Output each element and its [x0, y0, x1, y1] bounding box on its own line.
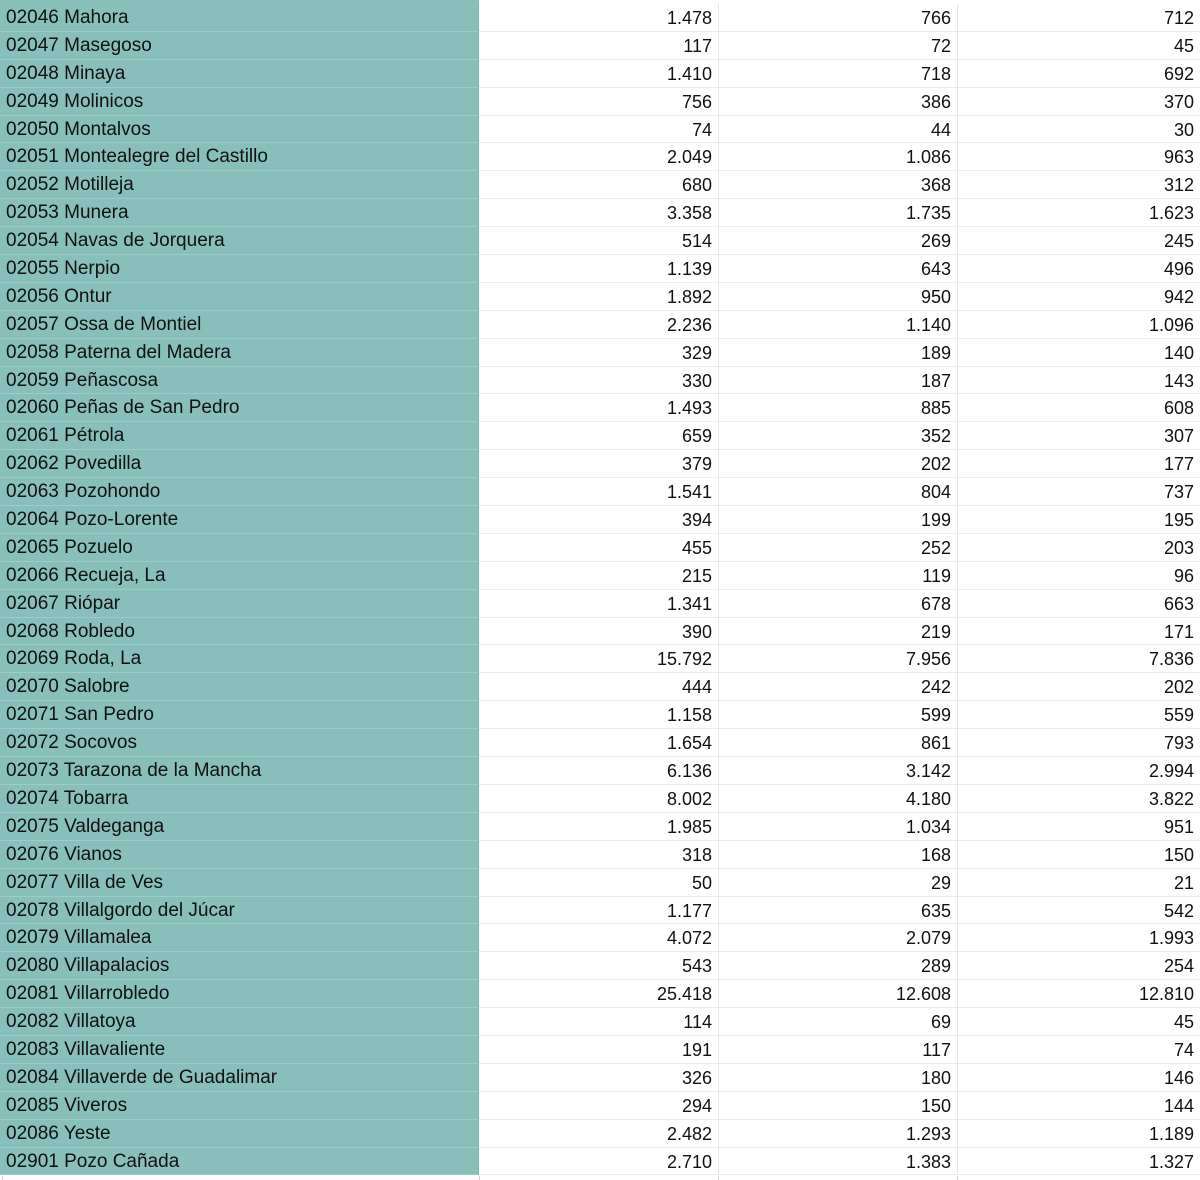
women-cell[interactable]: 559	[958, 701, 1200, 729]
table-row	[0, 952, 1200, 980]
men-cell[interactable]: 269	[719, 227, 958, 255]
women-cell[interactable]: 7.836	[958, 645, 1200, 673]
tick	[957, 1176, 958, 1180]
municipality-cell[interactable]: 02078 Villalgordo del Júcar	[0, 897, 479, 925]
total-cell[interactable]: 394	[479, 506, 719, 534]
municipality-cell[interactable]: 02081 Villarrobledo	[0, 980, 479, 1008]
table-row	[0, 255, 1200, 283]
men-cell[interactable]: 804	[719, 478, 958, 506]
women-cell[interactable]: 96	[958, 562, 1200, 590]
table-row	[0, 1148, 1200, 1176]
men-cell[interactable]: 950	[719, 283, 958, 311]
total-cell[interactable]: 330	[479, 367, 719, 395]
total-cell[interactable]: 1.541	[479, 478, 719, 506]
municipality-cell[interactable]: 02085 Viveros	[0, 1092, 479, 1120]
men-cell[interactable]: 1.140	[719, 311, 958, 339]
women-cell[interactable]: 140	[958, 339, 1200, 367]
women-cell[interactable]: 45	[958, 1008, 1200, 1036]
total-cell[interactable]: 2.236	[479, 311, 719, 339]
table-row	[0, 367, 1200, 395]
men-cell[interactable]: 7.956	[719, 645, 958, 673]
women-cell[interactable]: 496	[958, 255, 1200, 283]
women-cell[interactable]: 12.810	[958, 980, 1200, 1008]
table-row	[0, 394, 1200, 422]
women-cell[interactable]: 663	[958, 590, 1200, 618]
women-cell[interactable]: 963	[958, 143, 1200, 171]
men-cell[interactable]: 635	[719, 897, 958, 925]
total-cell[interactable]: 455	[479, 534, 719, 562]
total-cell[interactable]: 1.493	[479, 394, 719, 422]
women-cell[interactable]: 202	[958, 673, 1200, 701]
women-cell[interactable]: 254	[958, 952, 1200, 980]
women-cell[interactable]: 74	[958, 1036, 1200, 1064]
table-body	[0, 4, 1200, 1175]
municipality-cell[interactable]: 02057 Ossa de Montiel	[0, 311, 479, 339]
men-cell[interactable]: 1.293	[719, 1120, 958, 1148]
table-row	[0, 478, 1200, 506]
table-row	[0, 1036, 1200, 1064]
total-cell[interactable]: 191	[479, 1036, 719, 1064]
municipality-cell[interactable]: 02048 Minaya	[0, 60, 479, 88]
table-row	[0, 1120, 1200, 1148]
men-cell[interactable]: 12.608	[719, 980, 958, 1008]
women-cell[interactable]: 144	[958, 1092, 1200, 1120]
table-row	[0, 339, 1200, 367]
men-cell[interactable]: 678	[719, 590, 958, 618]
total-cell[interactable]: 514	[479, 227, 719, 255]
tick	[2, 1176, 3, 1180]
women-cell[interactable]: 942	[958, 283, 1200, 311]
table-row	[0, 924, 1200, 952]
tick	[479, 1176, 480, 1180]
table-row	[0, 60, 1200, 88]
municipality-cell[interactable]: 02070 Salobre	[0, 673, 479, 701]
table-row	[0, 701, 1200, 729]
women-cell[interactable]: 21	[958, 869, 1200, 897]
table-row	[0, 506, 1200, 534]
municipality-cell[interactable]: 02066 Recueja, La	[0, 562, 479, 590]
men-cell[interactable]: 252	[719, 534, 958, 562]
total-cell[interactable]: 1.158	[479, 701, 719, 729]
total-cell[interactable]: 2.049	[479, 143, 719, 171]
municipality-cell[interactable]: 02080 Villapalacios	[0, 952, 479, 980]
women-cell[interactable]: 542	[958, 897, 1200, 925]
total-cell[interactable]: 1.985	[479, 813, 719, 841]
women-cell[interactable]: 793	[958, 729, 1200, 757]
men-cell[interactable]: 44	[719, 116, 958, 144]
women-cell[interactable]: 1.623	[958, 199, 1200, 227]
total-cell[interactable]: 756	[479, 88, 719, 116]
men-cell[interactable]: 202	[719, 450, 958, 478]
men-cell[interactable]: 289	[719, 952, 958, 980]
total-cell[interactable]: 390	[479, 618, 719, 646]
women-cell[interactable]: 1.189	[958, 1120, 1200, 1148]
municipality-cell[interactable]: 02061 Pétrola	[0, 422, 479, 450]
table-row	[0, 422, 1200, 450]
men-cell[interactable]: 885	[719, 394, 958, 422]
women-cell[interactable]: 146	[958, 1064, 1200, 1092]
municipality-cell[interactable]: 02901 Pozo Cañada	[0, 1148, 479, 1176]
table-row	[0, 4, 1200, 32]
municipality-cell[interactable]: 02052 Motilleja	[0, 171, 479, 199]
total-cell[interactable]: 15.792	[479, 645, 719, 673]
men-cell[interactable]: 219	[719, 618, 958, 646]
women-cell[interactable]: 171	[958, 618, 1200, 646]
men-cell[interactable]: 119	[719, 562, 958, 590]
women-cell[interactable]: 312	[958, 171, 1200, 199]
total-cell[interactable]: 117	[479, 32, 719, 60]
women-cell[interactable]: 177	[958, 450, 1200, 478]
municipality-cell[interactable]: 02084 Villaverde de Guadalimar	[0, 1064, 479, 1092]
municipality-cell[interactable]: 02072 Socovos	[0, 729, 479, 757]
women-cell[interactable]: 692	[958, 60, 1200, 88]
table-row	[0, 897, 1200, 925]
total-cell[interactable]: 2.482	[479, 1120, 719, 1148]
table-row	[0, 143, 1200, 171]
total-cell[interactable]: 6.136	[479, 757, 719, 785]
women-cell[interactable]: 1.993	[958, 924, 1200, 952]
men-cell[interactable]: 718	[719, 60, 958, 88]
municipality-cell[interactable]: 02076 Vianos	[0, 841, 479, 869]
total-cell[interactable]: 329	[479, 339, 719, 367]
municipality-cell[interactable]: 02055 Nerpio	[0, 255, 479, 283]
total-cell[interactable]: 318	[479, 841, 719, 869]
men-cell[interactable]: 643	[719, 255, 958, 283]
table-row	[0, 673, 1200, 701]
women-cell[interactable]: 712	[958, 4, 1200, 32]
men-cell[interactable]: 180	[719, 1064, 958, 1092]
municipality-cell[interactable]: 02074 Tobarra	[0, 785, 479, 813]
municipality-cell[interactable]: 02050 Montalvos	[0, 116, 479, 144]
table-row	[0, 534, 1200, 562]
women-cell[interactable]: 370	[958, 88, 1200, 116]
total-cell[interactable]: 1.139	[479, 255, 719, 283]
women-cell[interactable]: 150	[958, 841, 1200, 869]
table-row	[0, 618, 1200, 646]
men-cell[interactable]: 2.079	[719, 924, 958, 952]
women-cell[interactable]: 1.327	[958, 1148, 1200, 1176]
men-cell[interactable]: 861	[719, 729, 958, 757]
municipality-cell[interactable]: 02056 Ontur	[0, 283, 479, 311]
municipality-cell[interactable]: 02083 Villavaliente	[0, 1036, 479, 1064]
total-cell[interactable]: 543	[479, 952, 719, 980]
total-cell[interactable]: 1.177	[479, 897, 719, 925]
women-cell[interactable]: 30	[958, 116, 1200, 144]
table-row	[0, 283, 1200, 311]
municipality-cell[interactable]: 02054 Navas de Jorquera	[0, 227, 479, 255]
table-row	[0, 785, 1200, 813]
table-row	[0, 1064, 1200, 1092]
municipality-cell[interactable]: 02086 Yeste	[0, 1120, 479, 1148]
men-cell[interactable]: 29	[719, 869, 958, 897]
municipality-cell[interactable]: 02068 Robledo	[0, 618, 479, 646]
women-cell[interactable]: 3.822	[958, 785, 1200, 813]
municipality-cell[interactable]: 02060 Peñas de San Pedro	[0, 394, 479, 422]
women-cell[interactable]: 307	[958, 422, 1200, 450]
municipality-cell[interactable]: 02062 Povedilla	[0, 450, 479, 478]
men-cell[interactable]: 4.180	[719, 785, 958, 813]
table-row	[0, 562, 1200, 590]
total-cell[interactable]: 215	[479, 562, 719, 590]
men-cell[interactable]: 1.383	[719, 1148, 958, 1176]
men-cell[interactable]: 1.735	[719, 199, 958, 227]
total-cell[interactable]: 8.002	[479, 785, 719, 813]
men-cell[interactable]: 168	[719, 841, 958, 869]
men-cell[interactable]: 150	[719, 1092, 958, 1120]
total-cell[interactable]: 1.654	[479, 729, 719, 757]
women-cell[interactable]: 203	[958, 534, 1200, 562]
women-cell[interactable]: 951	[958, 813, 1200, 841]
municipality-cell[interactable]: 02051 Montealegre del Castillo	[0, 143, 479, 171]
total-cell[interactable]: 680	[479, 171, 719, 199]
table-row	[0, 311, 1200, 339]
women-cell[interactable]: 195	[958, 506, 1200, 534]
tick	[718, 1176, 719, 1180]
men-cell[interactable]: 3.142	[719, 757, 958, 785]
total-cell[interactable]: 4.072	[479, 924, 719, 952]
municipality-cell[interactable]: 02053 Munera	[0, 199, 479, 227]
total-cell[interactable]: 2.710	[479, 1148, 719, 1176]
table-row	[0, 757, 1200, 785]
table-row	[0, 645, 1200, 673]
municipality-cell[interactable]: 02058 Paterna del Madera	[0, 339, 479, 367]
women-cell[interactable]: 608	[958, 394, 1200, 422]
men-cell[interactable]: 187	[719, 367, 958, 395]
municipality-cell[interactable]: 02073 Tarazona de la Mancha	[0, 757, 479, 785]
women-cell[interactable]: 1.096	[958, 311, 1200, 339]
men-cell[interactable]: 72	[719, 32, 958, 60]
municipality-cell[interactable]: 02079 Villamalea	[0, 924, 479, 952]
table-row	[0, 116, 1200, 144]
table-row	[0, 841, 1200, 869]
men-cell[interactable]: 1.086	[719, 143, 958, 171]
municipality-cell[interactable]: 02082 Villatoya	[0, 1008, 479, 1036]
men-cell[interactable]: 386	[719, 88, 958, 116]
table-row	[0, 227, 1200, 255]
total-cell[interactable]: 326	[479, 1064, 719, 1092]
table-row	[0, 980, 1200, 1008]
table-row	[0, 1092, 1200, 1120]
municipality-cell[interactable]: 02069 Roda, La	[0, 645, 479, 673]
municipality-cell[interactable]: 02065 Pozuelo	[0, 534, 479, 562]
women-cell[interactable]: 2.994	[958, 757, 1200, 785]
total-cell[interactable]: 25.418	[479, 980, 719, 1008]
table-row	[0, 729, 1200, 757]
table-row	[0, 590, 1200, 618]
total-cell[interactable]: 1.478	[479, 4, 719, 32]
men-cell[interactable]: 242	[719, 673, 958, 701]
women-cell[interactable]: 737	[958, 478, 1200, 506]
men-cell[interactable]: 189	[719, 339, 958, 367]
municipality-cell[interactable]: 02046 Mahora	[0, 4, 479, 32]
men-cell[interactable]: 368	[719, 171, 958, 199]
women-cell[interactable]: 245	[958, 227, 1200, 255]
municipality-cell[interactable]: 02059 Peñascosa	[0, 367, 479, 395]
men-cell[interactable]: 599	[719, 701, 958, 729]
men-cell[interactable]: 352	[719, 422, 958, 450]
table-row	[0, 450, 1200, 478]
table-row	[0, 1008, 1200, 1036]
total-cell[interactable]: 3.358	[479, 199, 719, 227]
table-row	[0, 32, 1200, 60]
women-cell[interactable]: 45	[958, 32, 1200, 60]
column-boundary-ticks	[0, 1176, 1200, 1180]
total-cell[interactable]: 1.410	[479, 60, 719, 88]
table-row	[0, 88, 1200, 116]
total-cell[interactable]: 114	[479, 1008, 719, 1036]
municipality-cell[interactable]: 02071 San Pedro	[0, 701, 479, 729]
men-cell[interactable]: 117	[719, 1036, 958, 1064]
total-cell[interactable]: 444	[479, 673, 719, 701]
total-cell[interactable]: 294	[479, 1092, 719, 1120]
women-cell[interactable]: 143	[958, 367, 1200, 395]
total-cell[interactable]: 50	[479, 869, 719, 897]
men-cell[interactable]: 69	[719, 1008, 958, 1036]
total-cell[interactable]: 659	[479, 422, 719, 450]
municipality-cell[interactable]: 02049 Molinicos	[0, 88, 479, 116]
municipality-cell[interactable]: 02067 Riópar	[0, 590, 479, 618]
men-cell[interactable]: 766	[719, 4, 958, 32]
table-row	[0, 171, 1200, 199]
men-cell[interactable]: 199	[719, 506, 958, 534]
municipality-cell[interactable]: 02064 Pozo-Lorente	[0, 506, 479, 534]
total-cell[interactable]: 1.341	[479, 590, 719, 618]
total-cell[interactable]: 1.892	[479, 283, 719, 311]
table-row	[0, 869, 1200, 897]
total-cell[interactable]: 74	[479, 116, 719, 144]
municipality-cell[interactable]: 02077 Villa de Ves	[0, 869, 479, 897]
total-cell[interactable]: 379	[479, 450, 719, 478]
table-row	[0, 199, 1200, 227]
municipality-cell[interactable]: 02075 Valdeganga	[0, 813, 479, 841]
table-row	[0, 813, 1200, 841]
municipality-cell[interactable]: 02063 Pozohondo	[0, 478, 479, 506]
men-cell[interactable]: 1.034	[719, 813, 958, 841]
municipality-cell[interactable]: 02047 Masegoso	[0, 32, 479, 60]
